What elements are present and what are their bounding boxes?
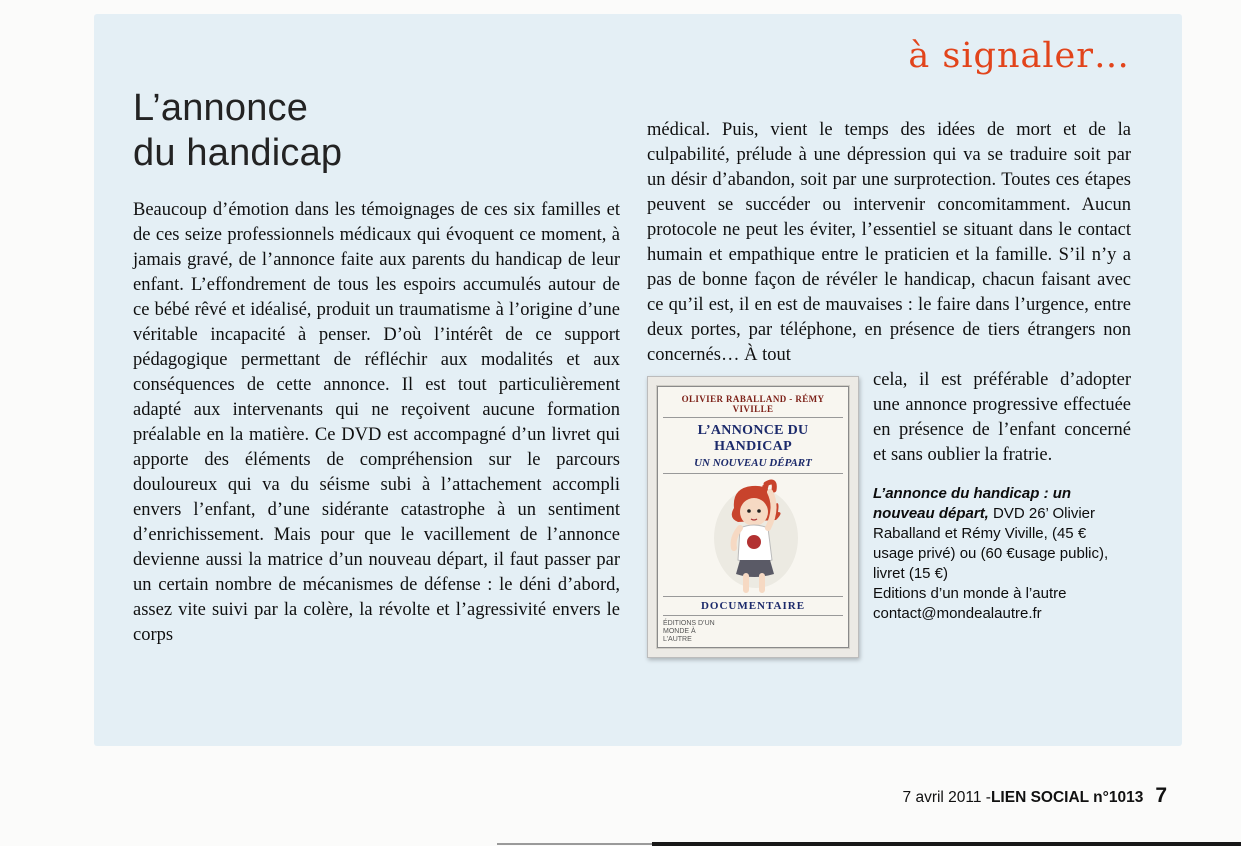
caption-title: L’annonce du handicap : un nouveau départ, — [873, 485, 1072, 522]
scan-artifact-gray-line — [497, 843, 652, 845]
caption-details: DVD 26’ Olivier Raballand et Rémy Viville, (45 € usage privé) ou (60 €usage public), livret (15 €) — [873, 505, 1109, 582]
dvd-title: L’ANNONCE DU HANDICAP — [697, 423, 809, 454]
right-column — [647, 86, 1131, 662]
article-title — [133, 86, 620, 176]
girl-illustration-icon — [704, 478, 802, 596]
dvd-publisher-logo: ÉDITIONS D’UN MONDE À L’AUTRE — [663, 620, 715, 643]
scan-artifact-dark-line — [652, 842, 1241, 846]
caption-email: contact@mondealautre.fr — [873, 605, 1042, 622]
dvd-genre-label: DOCUMENTAIRE — [663, 596, 843, 616]
dvd-cover-illustration — [704, 478, 802, 596]
dvd-cover — [647, 376, 859, 658]
section-label: à signaler… — [908, 36, 1130, 76]
magazine-page-panel — [94, 14, 1182, 746]
article-title-line2: du handicap — [133, 132, 343, 174]
caption-publisher: Editions d’un monde à l’autre — [873, 585, 1067, 602]
article-content — [133, 86, 1131, 662]
article-title-line1: L’annonce — [133, 87, 309, 129]
page-footer — [903, 784, 1167, 808]
article-body-right-top: médical. Puis, vient le temps des idées de mort et de la culpabilité, prélude à une dépression qui va se traduire soit par un désir d’abandon, soit par une surprotection. Toutes ces étapes peuvent se succéder ou intervenir concomitamment. Aucun protocole ne peut les éviter, l’essentiel se situant dans le contact humain et empathique entre le praticien et la famille. S’il n’y a pas de bonne façon de révéler le handicap, chacun faisant avec ce qu’il est, il en est de mauvaises : le faire dans l’urgence, entre deux portes, par téléphone, en présence de tiers étrangers non concernés… À tout — [647, 120, 1131, 365]
article-body-right-wrapped: cela, il est préférable d’adopter une annonce progressive effectuée en présence de l’enfant concerné et sans oublier la fratrie. — [873, 370, 1131, 465]
left-column — [133, 86, 620, 662]
wrap-block — [647, 368, 1131, 643]
dvd-subtitle: UN NOUVEAU DÉPART — [663, 457, 843, 474]
dvd-cover-inner — [657, 386, 849, 648]
footer-magazine-name: LIEN SOCIAL n°1013 — [990, 789, 1144, 806]
article-body-left: Beaucoup d’émotion dans les témoignages de ces six familles et de ces seize professionnels médicaux qui évoquent ce moment, à jamais gravé, de l’annonce faite aux parents du handicap de leur enfant. L’effondrement de tous les espoirs accumulés autour de ce bébé rêvé et idéalisé, produit un traumatisme à l’origine d’une véritable incapacité à penser. D’où l’intérêt de ce support pédagogique permettant de réfléchir aux modalités et aux conséquences de cette annonce. Il est tout particulièrement adapté aux intervenants qui ne reçoivent aucune formation préalable en la matière. Ce DVD est accompagné d’un livret qui apporte des éléments de compréhension sur le parcours douloureux qui va du séisme subi à l’attachement accompli envers l’enfant, d’une sidérante catastrophe à un sentiment d’enrichissement. Mais pour que le vacillement de l’annonce devienne aussi la matrice d’un nouveau départ, il faut passer par un certain nombre de mécanismes de défense : le déni d’abord, assez vite suivi par la colère, la révolte et l’agressivité envers le corps — [133, 200, 620, 645]
footer-page-number: 7 — [1155, 784, 1167, 807]
footer-date: 7 avril 2011 - — [902, 789, 991, 806]
dvd-authors: OLIVIER RABALLAND - RÉMY VIVILLE — [663, 394, 843, 418]
